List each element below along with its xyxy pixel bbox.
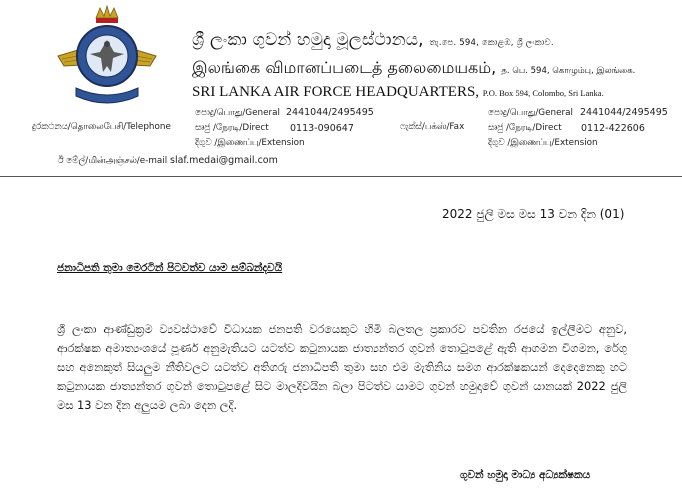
tel-general-number: 2441044/2495495 [286, 107, 374, 118]
telephone-label: දුරකථනය/தொலைபேசி/Telephone [32, 122, 171, 132]
email-address: slaf.medai@gmail.com [170, 155, 278, 166]
fax-direct-number: 0112-422606 [581, 123, 645, 134]
letter-subject: ජනාධිපති තුමා මෙරටින් පිටවත්ව යාම සම්බන්දවයි [57, 262, 283, 274]
header-tamil [192, 58, 635, 79]
letter-signature: ගුවන් හමුදා මාධ්‍ය අධ්‍යක්ෂකය [460, 469, 591, 481]
fax-direct-label: සෘජු /நேரடி/Direct [488, 123, 562, 133]
tamil-name: இலங்கை விமானப்படைத் தலைமையகம், [192, 58, 497, 77]
fax-extension-label: දිගුව /இணைப்பு/Extension [488, 138, 598, 148]
fax-label: ෆැක්ස්/பக்ஸ்/Fax [400, 122, 465, 132]
tamil-address: த. பெ. 594, கொழும்பு, இலங்கை. [501, 66, 636, 76]
fax-general-label: පොදු/பொது/General [488, 108, 573, 118]
air-force-crest [54, 4, 160, 110]
tel-direct-label: සෘජු /நேரடி/Direct [195, 123, 269, 133]
tel-general-label: පොදු/பொது/General [195, 108, 280, 118]
header-divider [0, 176, 682, 177]
email-label: ඊ මේල්/மின்அஞ்சல்/e-mail [58, 156, 168, 166]
tel-direct-number: 0113-090647 [290, 123, 354, 134]
letter-body: ශ්‍රී ලංකා ආණ්ඩුක්‍රම ව්‍යවස්ථාවේ විධායක ජනපති වරයෙකුට හිමි බලතල ප්‍රකාරව පවතින රජයේ ඉල්ලීමට අනුව, ආරක්ෂක අමාත්‍යංශයේ පූර්ණ අනුමැතියට යටත්ව කටුනායක ජාත්‍යන්තර ගුවන් තොටුපළේ ඇති ආගමන විගමන, රේගු සහ අනෙකුත් සියලුම නීතිවලට යටත්ව අතිගරු ජනාධිපති තුමා සහ එම මැතිනිය සමග ආරක්ෂකයන් දෙදෙනෙකු හට කටුනායක ජාත්‍යන්තර ගුවන් තොටුපළේ සිට මාලදිවයින බලා පිටත්ව යාමට ගුවන් හමුදාවේ ගුවන් යානයක් 2022 ජුලි මස 13 වන දින අලුයම ලබා දෙන ලදි. [57, 322, 627, 412]
crown-icon [96, 6, 118, 18]
header-english [192, 84, 604, 101]
english-name: SRI LANKA AIR FORCE HEADQUARTERS, [192, 84, 480, 100]
sinhala-address: තැ.පෙ. 594, කොළඹ, ශ්‍රී ලංකාව. [429, 38, 554, 48]
letter-date: 2022 ජුලි මස මස 13 වන දින (01) [442, 207, 625, 221]
english-address: P.O. Box 594, Colombo, Sri Lanka. [482, 88, 604, 98]
sinhala-name: ශ්‍රී ලංකා ගුවන් හමුදා මූලස්ථානය, [192, 30, 424, 50]
header-sinhala [192, 30, 554, 50]
fax-general-number: 2441044/2495495 [580, 107, 668, 118]
tel-extension-label: දිගුව /இணைப்பு/Extension [195, 138, 305, 148]
